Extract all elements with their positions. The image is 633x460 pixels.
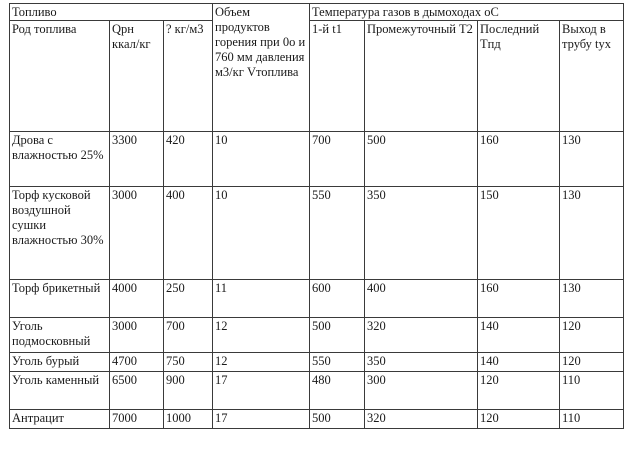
cell-density: 420 [164, 132, 213, 187]
cell-t2: 500 [365, 132, 478, 187]
cell-density: 700 [164, 318, 213, 353]
cell-name: Антрацит [10, 410, 110, 429]
cell-t1: 500 [310, 318, 365, 353]
cell-t1: 480 [310, 372, 365, 410]
cell-density: 750 [164, 353, 213, 372]
cell-density: 900 [164, 372, 213, 410]
table-row [10, 132, 624, 187]
cell-tout: 130 [560, 187, 624, 280]
cell-q: 4000 [110, 280, 164, 318]
table-row [10, 372, 624, 410]
table-row [10, 280, 624, 318]
cell-tlast: 140 [478, 353, 560, 372]
cell-t2: 320 [365, 410, 478, 429]
cell-t2: 300 [365, 372, 478, 410]
cell-q: 6500 [110, 372, 164, 410]
header-row-sub [10, 21, 624, 132]
cell-volume: 10 [213, 187, 310, 280]
cell-q: 3300 [110, 132, 164, 187]
header-row-group [10, 4, 624, 21]
cell-q: 4700 [110, 353, 164, 372]
cell-t2: 320 [365, 318, 478, 353]
cell-q: 3000 [110, 318, 164, 353]
header-tlast: Последний Tпд [478, 21, 560, 132]
cell-density: 1000 [164, 410, 213, 429]
cell-t1: 550 [310, 187, 365, 280]
cell-volume: 11 [213, 280, 310, 318]
cell-tout: 120 [560, 318, 624, 353]
document-page [9, 3, 624, 429]
table-row [10, 410, 624, 429]
header-q: Qрн ккал/кг [110, 21, 164, 132]
header-t2: Промежуточный T2 [365, 21, 478, 132]
header-tout: Выход в трубу tух [560, 21, 624, 132]
cell-volume: 17 [213, 372, 310, 410]
cell-tlast: 140 [478, 318, 560, 353]
cell-volume: 12 [213, 353, 310, 372]
header-t1: 1-й t1 [310, 21, 365, 132]
cell-t1: 500 [310, 410, 365, 429]
cell-t1: 550 [310, 353, 365, 372]
cell-name: Уголь подмосковный [10, 318, 110, 353]
cell-tlast: 160 [478, 280, 560, 318]
cell-volume: 10 [213, 132, 310, 187]
fuel-table [9, 3, 624, 429]
cell-tlast: 150 [478, 187, 560, 280]
cell-t1: 700 [310, 132, 365, 187]
cell-density: 250 [164, 280, 213, 318]
table-row [10, 318, 624, 353]
header-density: ? кг/м3 [164, 21, 213, 132]
cell-t2: 400 [365, 280, 478, 318]
cell-name: Дрова с влажностью 25% [10, 132, 110, 187]
cell-volume: 12 [213, 318, 310, 353]
cell-q: 3000 [110, 187, 164, 280]
cell-name: Торф кусковой воздушной сушки влажностью 30% [10, 187, 110, 280]
cell-name: Торф брикетный [10, 280, 110, 318]
header-kind: Род топлива [10, 21, 110, 132]
cell-name: Уголь бурый [10, 353, 110, 372]
cell-tout: 110 [560, 372, 624, 410]
cell-q: 7000 [110, 410, 164, 429]
cell-t2: 350 [365, 353, 478, 372]
cell-tlast: 120 [478, 410, 560, 429]
cell-tout: 130 [560, 132, 624, 187]
table-row [10, 187, 624, 280]
header-fuel: Топливо [10, 4, 213, 21]
cell-name: Уголь каменный [10, 372, 110, 410]
cell-volume: 17 [213, 410, 310, 429]
cell-t2: 350 [365, 187, 478, 280]
cell-density: 400 [164, 187, 213, 280]
cell-tout: 110 [560, 410, 624, 429]
cell-tlast: 120 [478, 372, 560, 410]
header-volume: Объем продуктов горения при 0о и 760 мм давления м3/кг Vтоплива [213, 4, 310, 132]
header-gas-temp: Температура газов в дымоходах оС [310, 4, 624, 21]
cell-tout: 130 [560, 280, 624, 318]
cell-t1: 600 [310, 280, 365, 318]
table-row [10, 353, 624, 372]
cell-tlast: 160 [478, 132, 560, 187]
cell-tout: 120 [560, 353, 624, 372]
